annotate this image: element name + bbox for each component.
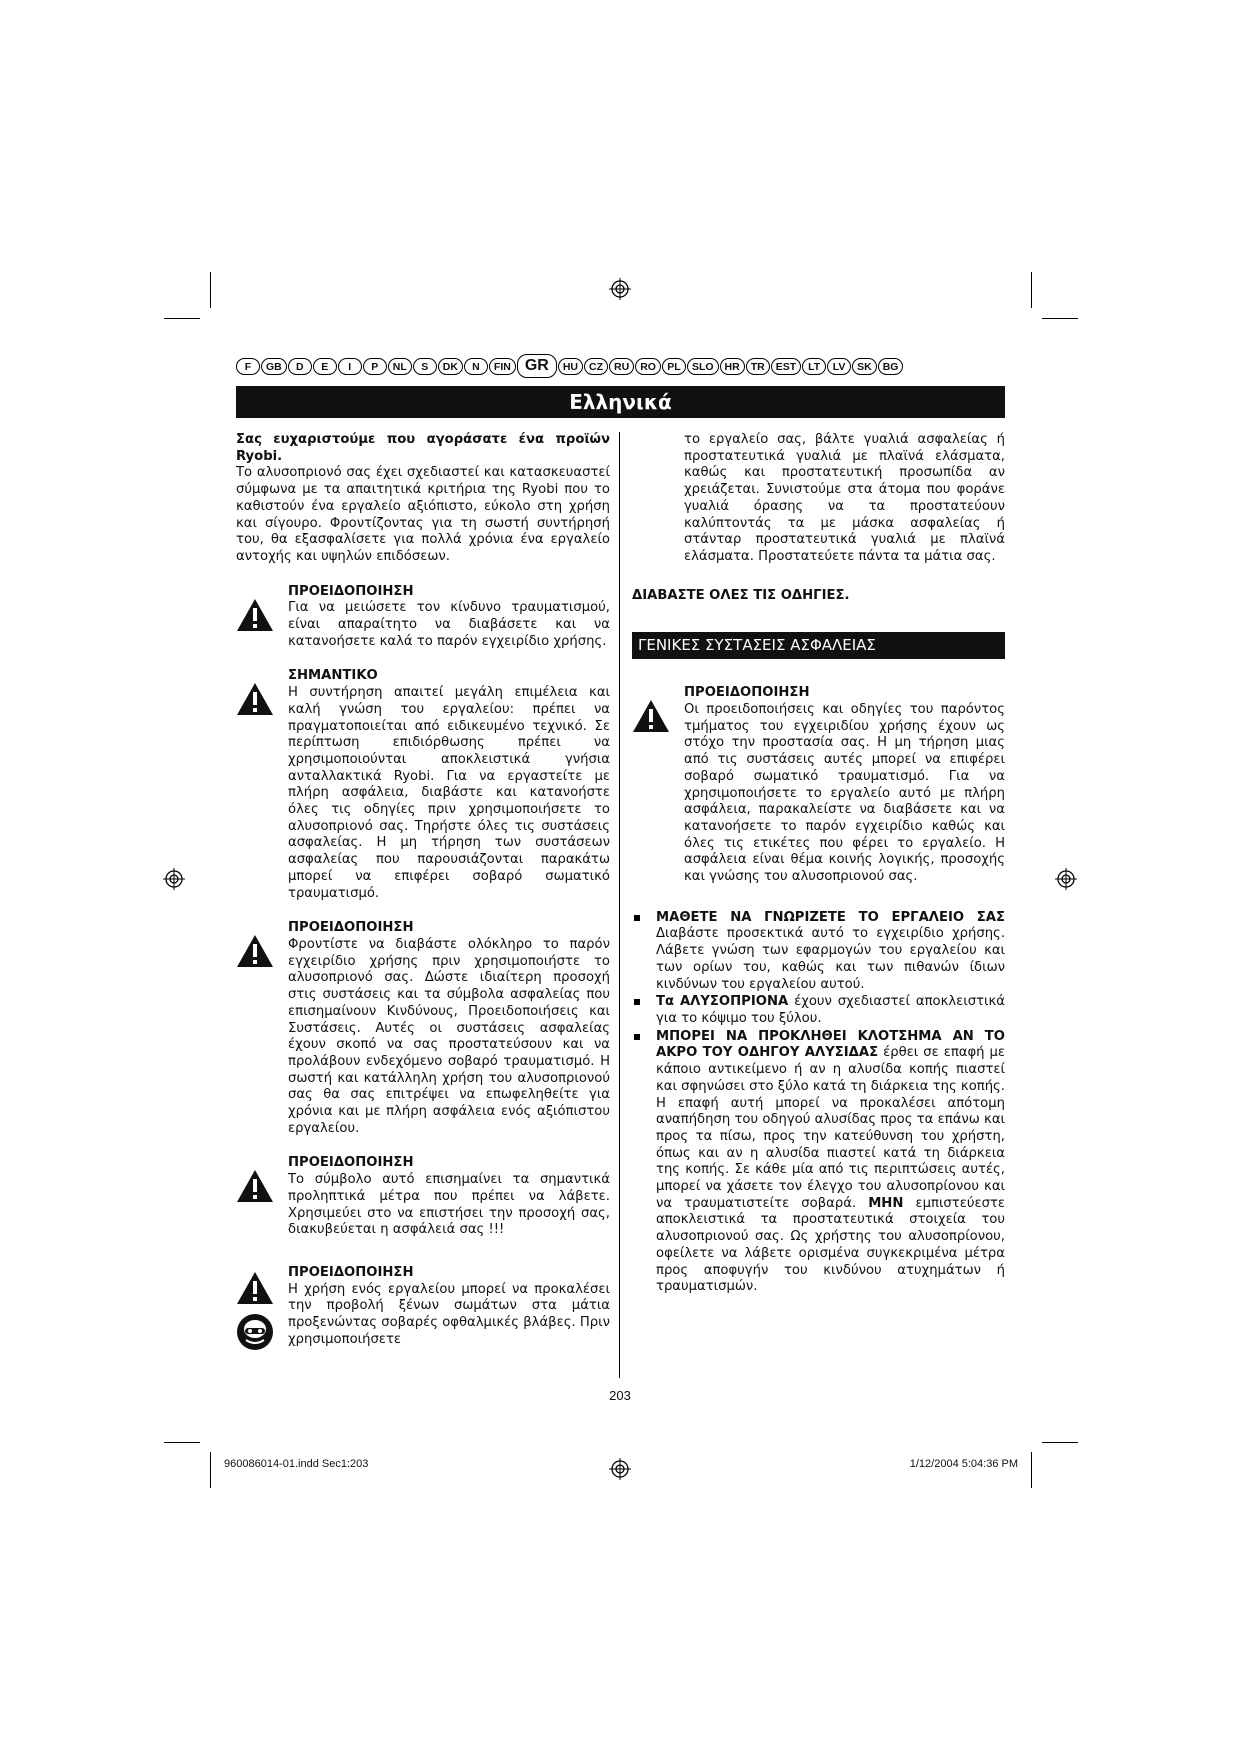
footer-file-info: 960086014-01.indd Sec1:203 (224, 1458, 369, 1470)
lang-i: I (338, 358, 362, 375)
crop-mark (1031, 272, 1032, 308)
lang-hr: HR (720, 358, 745, 375)
important-text: Η συντήρηση απαιτεί μεγάλη επιμέλεια και καλή γνώση του εργαλείου: πρέπει να πραγματοποιείται από ειδικευμένο τεχνικό. Σε περίπτωση επιδιόρθωσης πρέπει να χρησιμοποιούνται αποκλειστικά γνήσια ανταλλακτικά Ryobi. Για να εργαστείτε με πλήρη ασφάλεια, διαβάστε και κατανοήστε όλες τις οδηγίες πριν χρησιμοποιήσετε το αλυσοπριονό σας. Τηρήστε όλες τις συστάσεις ασφαλείας. Η μη τήρηση των συστάσεων ασφαλείας που παρουσιάζονται παρακάτω μπορεί να επιφέρει σοβαρό σωματικό τραυματισμό. (288, 685, 610, 901)
page-number: 203 (609, 1388, 631, 1403)
footer-timestamp: 1/12/2004 5:04:36 PM (909, 1458, 1018, 1470)
registration-mark-icon (163, 868, 185, 890)
lang-tr: TR (746, 358, 770, 375)
crop-mark (1042, 1442, 1078, 1443)
crop-mark (164, 1442, 200, 1443)
list-item (632, 910, 1005, 994)
lang-est: EST (771, 358, 801, 375)
section-heading: ΓΕΝΙΚΕΣ ΣΥΣΤΑΣΕΙΣ ΑΣΦΑΛΕΙΑΣ (632, 632, 1005, 659)
bullet-lead: ΜΑΘΕΤΕ ΝΑ ΓΝΩΡΙΖΕΤΕ ΤΟ ΕΡΓΑΛΕΙΟ ΣΑΣ (656, 909, 1005, 925)
safety-list (632, 910, 1005, 1296)
warning-triangle-icon (236, 598, 274, 632)
warning-triangle-icon (236, 1271, 274, 1305)
lang-n: N (464, 358, 488, 375)
eye-protection-icon (236, 1313, 274, 1351)
lang-s: S (413, 358, 437, 375)
warning-block (632, 685, 1005, 885)
column-divider (619, 432, 620, 1378)
warning-title: ΠΡΟΕΙΔΟΠΟΙΗΣΗ (684, 685, 810, 701)
warning-text: Για να μειώσετε τον κίνδυνο τραυματισμού, είναι απαραίτητο να διαβάσετε και να κατανοήσετε καλά το παρόν εγχειρίδιο χρήσης. (288, 600, 610, 649)
bullet-icon (634, 915, 640, 921)
bullet-lead: ΑΛΥΣΟΠΡΙΟΝΑ (679, 994, 789, 1010)
registration-mark-icon (609, 1458, 631, 1480)
lang-hu: HU (558, 358, 583, 375)
continued-warning-text: το εργαλείο σας, βάλτε γυαλιά ασφαλείας ή προστατευτικά γυαλιά με πλαϊνά ελάσματα, καθώς και προστατευτική προσωπίδα αν χρειάζεται. Συνιστούμε στα άτομα που φοράνε γυαλιά όρασης να τα προστατεύουν καλύπτοντάς τα με μάσκα ασφαλείας ή στάνταρ προστατευτικά γυαλιά με πλαϊνά ελάσματα. Προστατεύετε πάντα τα μάτια σας. (684, 432, 1005, 564)
lang-ru: RU (609, 358, 634, 375)
warning-triangle-icon (236, 682, 274, 716)
warning-title: ΠΡΟΕΙΔΟΠΟΙΗΣΗ (288, 1155, 414, 1171)
crop-mark (1042, 318, 1078, 319)
warning-block (236, 1155, 610, 1239)
language-bar (236, 354, 904, 378)
warning-title: ΠΡΟΕΙΔΟΠΟΙΗΣΗ (288, 583, 414, 599)
lang-d: D (288, 358, 312, 375)
warning-triangle-icon (236, 934, 274, 968)
lang-lv: LV (827, 358, 851, 375)
bullet-lead: ΜΠΟΡΕΙ ΝΑ ΠΡΟΚΛΗΘΕΙ ΚΛΟΤΣΗΜΑ ΑΝ ΤΟ ΑΚΡΟ ΤΟΥ ΟΔΗΓΟΥ ΑΛΥΣΙΔΑΣ (656, 1028, 1005, 1061)
lang-slo: SLO (687, 358, 719, 375)
crop-mark (1031, 1452, 1032, 1488)
list-item (632, 994, 1005, 1027)
lang-cz: CZ (584, 358, 608, 375)
lang-e: E (313, 358, 337, 375)
lang-gb: GB (261, 358, 287, 375)
warning-block (236, 1265, 610, 1349)
warning-triangle-icon (632, 699, 670, 733)
lang-ro: RO (635, 358, 661, 375)
intro-paragraph: Το αλυσοπριονό σας έχει σχεδιαστεί και κατασκευαστεί σύμφωνα με τα απαιτητικά κριτήρια της Ryobi που το καθιστούν ένα εργαλείο αξιόπιστο, εύκολο στη χρήση και σίγουρο. Φροντίζοντας για τη σωστή συντήρησή του, θα εξασφαλίσετε για πολλά χρόνια ένα εργαλείο αντοχής και υψηλών επιδόσεων. (236, 465, 610, 564)
left-column (236, 432, 610, 1348)
warning-text: Η χρήση ενός εργαλείου μπορεί να προκαλέσει την προβολή ξένων σωμάτων στα μάτια προξενώντας σοβαρές οφθαλμικές βλάβες. Πριν χρησιμοποιήσετε (288, 1281, 610, 1347)
crop-mark (210, 272, 211, 308)
lang-pl: PL (662, 358, 686, 375)
important-title: ΣΗΜΑΝΤΙΚΟ (288, 668, 378, 684)
lang-fin: FIN (489, 358, 516, 375)
lang-lt: LT (802, 358, 826, 375)
page-title: Ελληνικά (236, 386, 1005, 418)
right-column (632, 432, 1005, 1297)
warning-title: ΠΡΟΕΙΔΟΠΟΙΗΣΗ (288, 920, 414, 936)
bullet-text: έρθει σε επαφή με κάποιο αντικείμενο ή αν η αλυσίδα κοπής πιαστεί και σφηνώσει στο ξύλο κατά τη διάρκεια της κοπής. Η επαφή αυτή μπορεί να προκαλέσει απότομη αναπήδηση του οδηγού αλυσίδας προς τα επάνω και προς τα πίσω, προς την κατεύθυνση του χρήστη, όπως και αν η αλυσίδα πιαστεί κατά τη διάρκεια της κοπής. Σε κάθε μία από τις περιπτώσεις αυτές, μπορεί να χάσετε τον έλεγχο του αλυσοπρίονου και να τραυματιστείτε σοβαρά. (656, 1045, 1006, 1211)
lang-f: F (236, 358, 260, 375)
bullet-icon (634, 999, 640, 1005)
lang-sk: SK (852, 358, 877, 375)
registration-mark-icon (1055, 868, 1077, 890)
bullet-text: εμπιστεύεστε αποκλειστικά τα προστατευτικά στοιχεία του αλυσοπριονού σας. Ως χρήστης του αλυσοπρίονου, οφείλετε να λάβετε ορισμένα συγκεκριμένα μέτρα προς αποφυγήν του κινδύνου ατυχημάτων ή τραυματισμών. (656, 1195, 1006, 1295)
bullet-text: έχουν σχεδιαστεί αποκλειστικά για το κόψιμο του ξύλου. (656, 994, 1005, 1026)
lang-p: P (363, 358, 387, 375)
read-all-instructions: ΔΙΑΒΑΣΤΕ ΟΛΕΣ ΤΙΣ ΟΔΗΓΙΕΣ. (632, 587, 850, 603)
important-block (236, 668, 610, 902)
lang-nl: NL (388, 358, 412, 375)
bullet-text: Διαβάστε προσεκτικά αυτό το εγχειρίδιο χρήσης. Λάβετε γνώση των εφαρμογών του εργαλείου και των ορίων του, καθώς και των πιθανών ίδιων κινδύνων του εργαλείου αυτού. (656, 926, 1005, 992)
lang-bg: BG (878, 358, 904, 375)
bullet-bold: ΜΗΝ (868, 1195, 904, 1211)
warning-block (236, 584, 610, 651)
intro-lead: Σας ευχαριστούμε που αγοράσατε ένα προϊών Ryobi. (236, 432, 610, 464)
crop-mark (210, 1452, 211, 1488)
warning-text: Οι προειδοποιήσεις και οδηγίες του παρόντος τμήματος του εγχειριδίου χρήσης έχουν ως στόχο την προστασία σας. Η μη τήρηση μιας από τις συστάσεις αυτές μπορεί να επιφέρει σοβαρό σωματικό τραυματισμό. Για να χρησιμοποιήσετε το εργαλείο αυτό με πλήρη ασφάλεια, παρακαλείστε να διαβάσετε και να κατανοήσετε το παρόν εγχειρίδιο καθώς και όλες τις ετικέτες που φέρει το εργαλείο. Η ασφάλεια είναι θέμα κοινής λογικής, προσοχής και γνώσης του αλυσοπριονού σας. (684, 702, 1005, 885)
warning-text: Φροντίστε να διαβάστε ολόκληρο το παρόν εγχειρίδιο χρήσης πριν χρησιμοποιήστε το αλυσοπριονό σας. Δώστε ιδιαίτερη προσοχή στις συστάσεις και τα σύμβολα ασφαλείας που επισημαίνουν Κινδύνους, Προειδοποιήσεις και Συστάσεις. Αυτές οι συστάσεις ασφαλείας έχουν σκοπό να σας προστατεύσουν και να προλάβουν ενδεχόμενο σοβαρό τραυματισμό. Η σωστή και κατάλληλη χρήση του αλυσοπριονού σας θα σας επιτρέψει να επωφεληθείτε για χρόνια και με πλήρη ασφάλεια ενός αξιόπιστου εργαλείου. (288, 936, 610, 1136)
lang-gr-active: GR (517, 354, 557, 378)
warning-text: Το σύμβολο αυτό επισημαίνει τα σημαντικά προληπτικά μέτρα που πρέπει να λάβετε. Χρησιμεύει στο να επιστήσει την προσοχή σας, διακυβεύεται η ασφάλειά σας !!! (288, 1172, 610, 1238)
list-item (632, 1029, 1005, 1296)
lang-dk: DK (438, 358, 463, 375)
warning-title: ΠΡΟΕΙΔΟΠΟΙΗΣΗ (288, 1264, 414, 1280)
warning-triangle-icon (236, 1169, 274, 1203)
registration-mark-icon (609, 278, 631, 300)
bullet-icon (634, 1034, 640, 1040)
warning-block (236, 920, 610, 1137)
bullet-pre: Τα (656, 994, 675, 1010)
crop-mark (164, 318, 200, 319)
